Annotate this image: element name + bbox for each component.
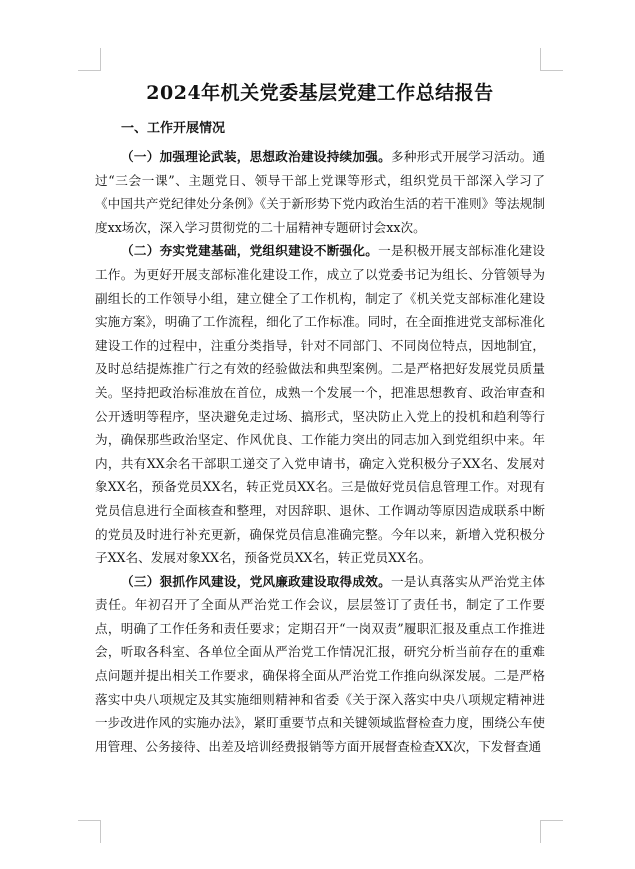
crop-mark-top-right: [540, 48, 563, 71]
document-body: [95, 70, 545, 758]
document-title: 2024年机关党委基层党建工作总结报告: [146, 82, 494, 104]
paragraph-1-body: 多种形式开展学习活动。通过“三会一课”、主题党日、领导干部上党课等形式，组织党员干部深入学习了《中国共产党纪律处分条例》《关于新形势下党内政治生活的若干准则》等法规制度xx场次，深入学习贯彻党的二十届精神专题研讨会xx次。: [95, 149, 546, 235]
paragraph-2-body: 一是积极开展支部标准化建设工作。为更好开展支部标准化建设工作，成立了以党委书记为组长、分管领导为副组长的工作领导小组，建立健全了工作机构，制定了《机关党支部标准化建设实施方案》，明确了工作流程，细化了工作标准。同时，在全面推进党支部标准化建设工作的过程中，注重分类指导，针对不同部门、不同岗位特点，因地制宜，及时总结提炼推广行之有效的经验做法和典型案例。二是严格把好发展党员质量关。坚持把政治标准放在首位，成熟一个发展一个，把准思想教育、政治审查和公开透明等程序，坚决避免走过场、搞形式，坚决防止入党上的投机和趋利等行为，确保那些政治坚定、作风优良、工作能力突出的同志加入到党组织中来。年内，共有XX余名干部职工递交了入党申请书，确定入党积极分子XX名、发展对象XX名，预备党员XX名，转正党员XX名。三是做好党员信息管理工作。对现有党员信息进行全面核查和整理，对因辞职、退休、工作调动等原因造成联系中断的党员及时进行补充更新，确保党员信息准确完整。今年以来，新增入党积极分子XX名、发展对象XX名，预备党员XX名，转正党员XX名。: [95, 243, 546, 566]
paragraph-3-lead: （三）狠抓作风建设，党风廉政建设取得成效。: [121, 573, 391, 589]
paragraph-2: [95, 239, 545, 569]
crop-mark-bottom-left: [78, 820, 101, 843]
paragraph-3-body: 一是认真落实从严治党主体责任。年初召开了全面从严治党工作会议，层层签订了责任书，制定了工作要点，明确了工作任务和责任要求；定期召开“一岗双责”履职汇报及重点工作推进会，听取各科室、各单位全面从严治党工作情况汇报，研究分析当前存在的重难点问题并提出相关工作要求，确保将全面从严治党工作推向纵深发展。二是严格落实中央八项规定及其实施细则精神和省委《关于深入落实中央八项规定精神进一步改进作风的实施办法》，紧盯重要节点和关键领域监督检查力度，围绕公车使用管理、公务接待、出差及培训经费报销等方面开展督查检查XX次，下发督查通: [95, 573, 546, 754]
crop-mark-bottom-right: [540, 820, 563, 843]
section-heading: 一、工作开展情况: [121, 121, 226, 136]
paragraph-1: [95, 145, 545, 239]
crop-mark-top-left: [78, 48, 101, 71]
paragraph-1-lead: （一）加强理论武装，思想政治建设持续加强。: [121, 149, 391, 164]
paragraph-3: [95, 570, 545, 759]
paragraph-2-lead: （二）夯实党建基础，党组织建设不断强化。: [121, 243, 379, 259]
